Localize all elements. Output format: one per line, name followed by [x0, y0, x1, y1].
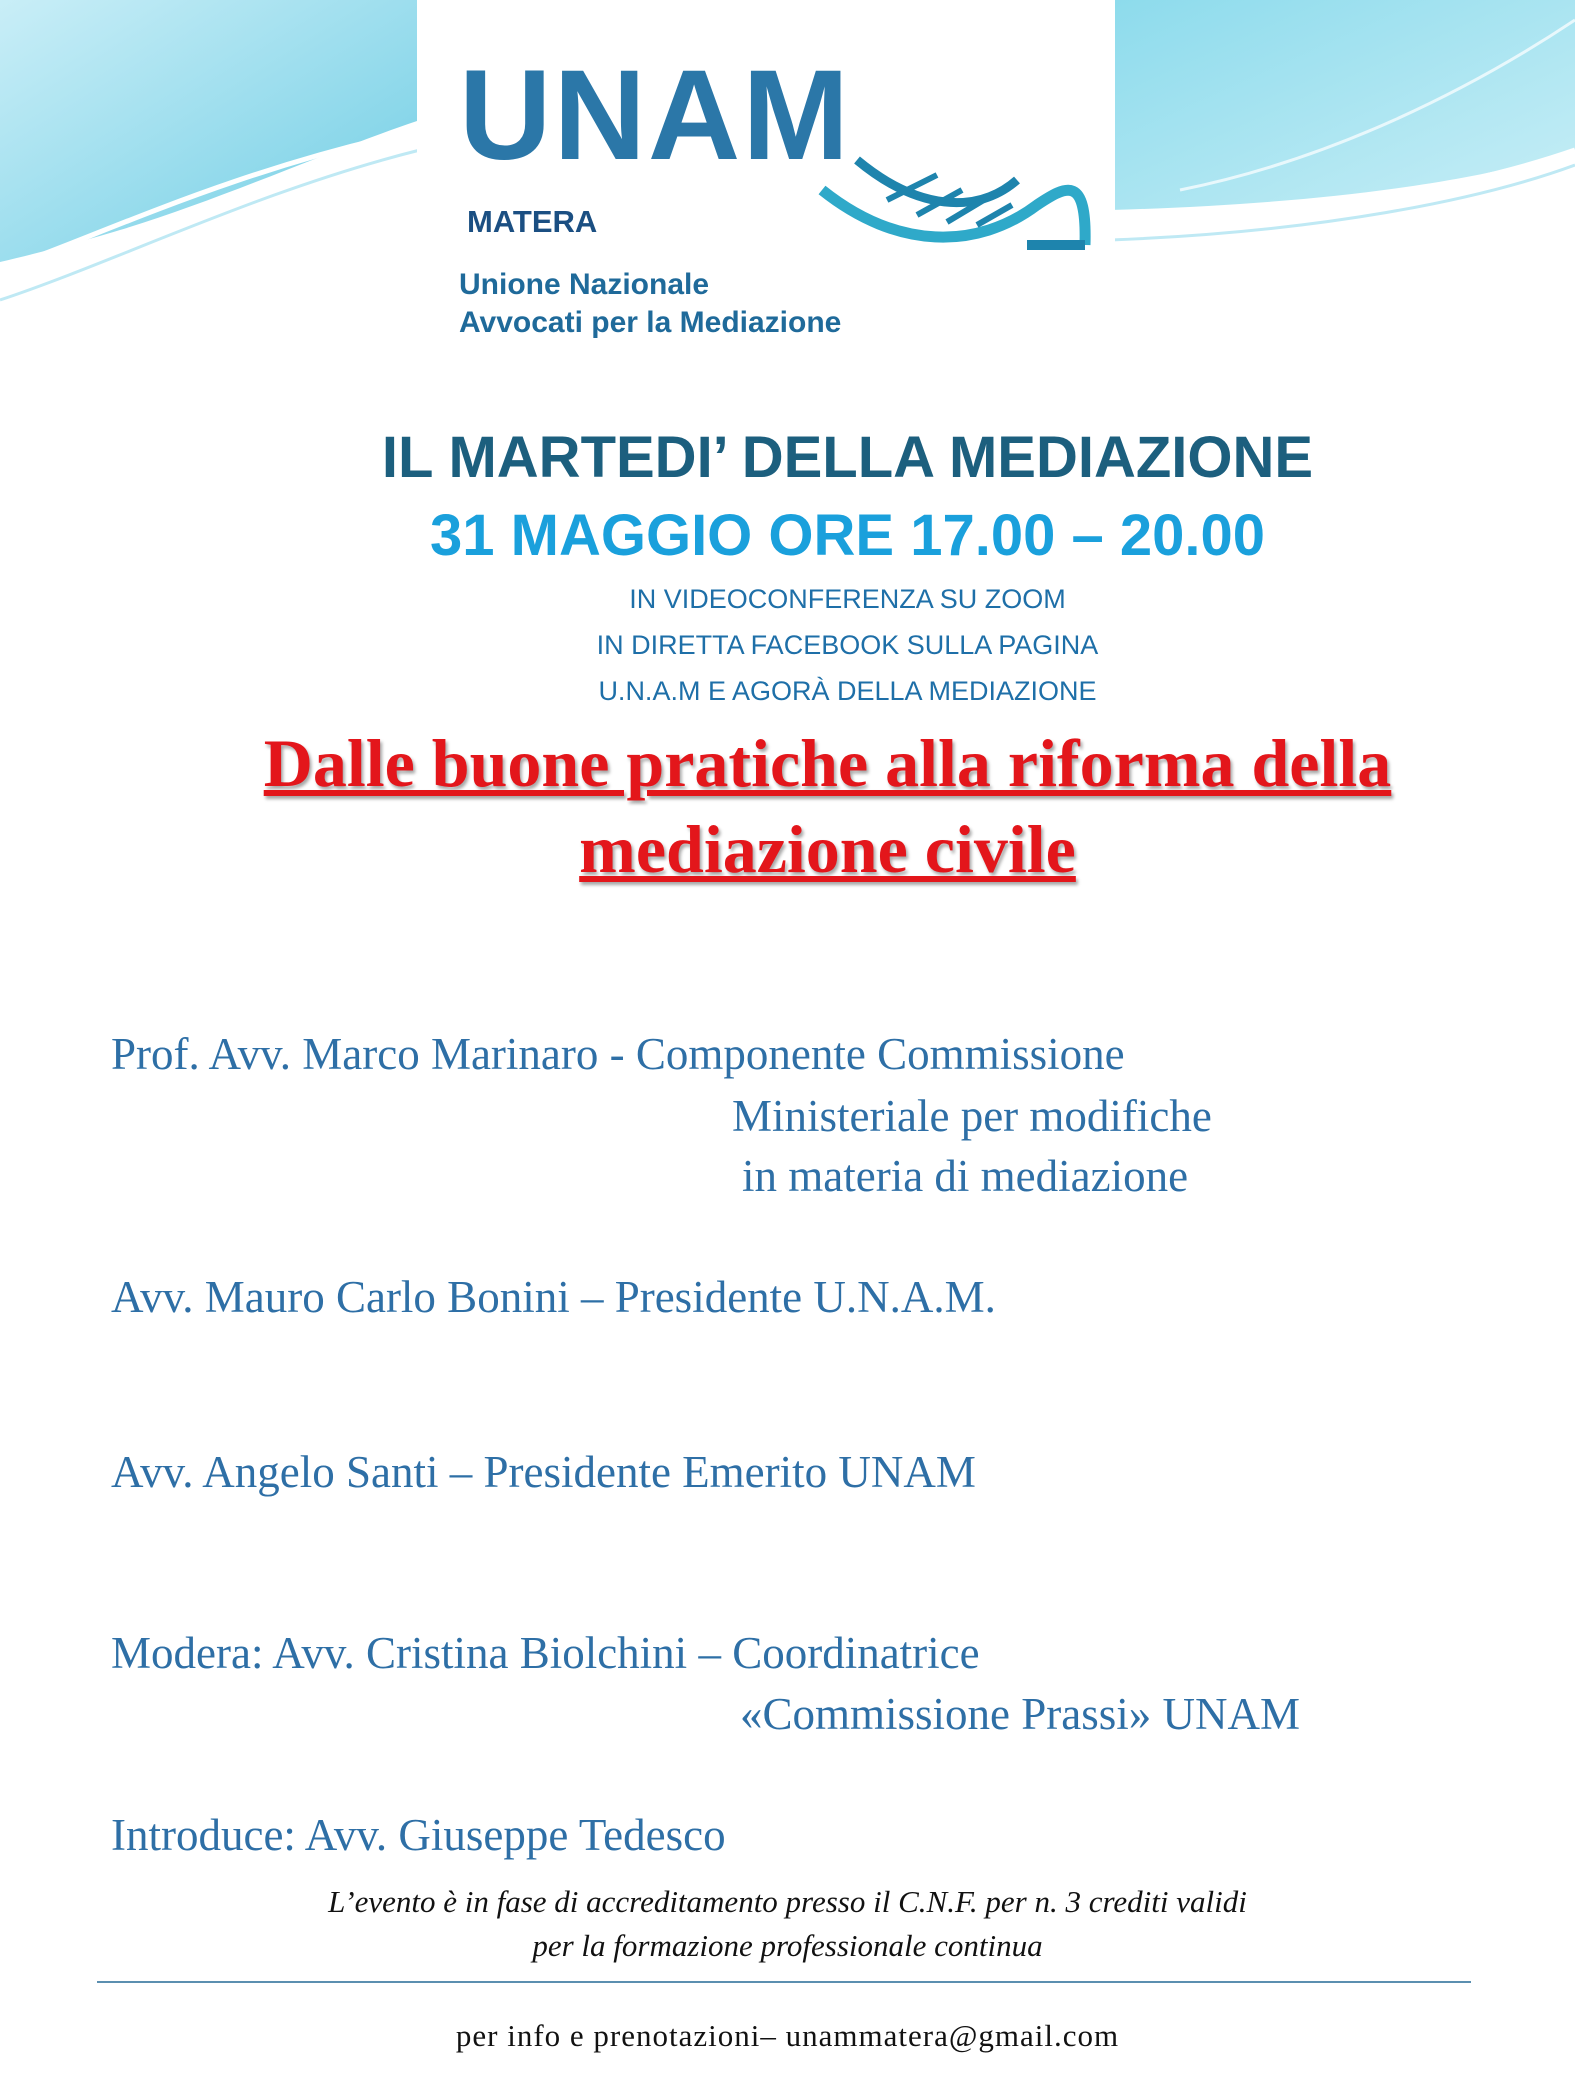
- speaker-bonini: Avv. Mauro Carlo Bonini – Presidente U.N.A.M.: [111, 1272, 996, 1322]
- event-headline: [40, 720, 1575, 892]
- headline-line2: mediazione civile: [579, 811, 1076, 887]
- speaker-marinaro-line3: in materia di mediazione: [742, 1151, 1189, 1201]
- speaker-marinaro-line2: Ministeriale per modifiche: [732, 1091, 1212, 1141]
- unam-logo: [417, 0, 1115, 357]
- moderator-line2: «Commissione Prassi» UNAM: [740, 1689, 1301, 1739]
- accreditation-note-line2: per la formazione professionale continua: [532, 1928, 1043, 1963]
- event-format-line3: U.N.A.M E AGORÀ DELLA MEDIAZIONE: [598, 676, 1097, 706]
- footer-divider: [97, 1981, 1471, 1983]
- footer-contact: per info e prenotazioni– unammatera@gmail.com: [455, 2018, 1120, 2053]
- speaker-marinaro-line1: Prof. Avv. Marco Marinaro - Componente Commissione: [111, 1029, 1125, 1079]
- event-title: IL MARTEDI’ DELLA MEDIAZIONE: [381, 425, 1314, 490]
- event-format-line1: IN VIDEOCONFERENZA SU ZOOM: [629, 584, 1066, 614]
- logo-city: MATERA: [467, 204, 598, 239]
- accreditation-note-line1: L’evento è in fase di accreditamento presso il C.N.F. per n. 3 crediti validi: [328, 1884, 1247, 1919]
- logo-wordmark: UNAM: [459, 44, 851, 187]
- event-format-line2: IN DIRETTA FACEBOOK SULLA PAGINA: [596, 630, 1099, 660]
- logo-subtitle-line2: Avvocati per la Mediazione: [459, 306, 842, 339]
- moderator-line1: Modera: Avv. Cristina Biolchini – Coordinatrice: [111, 1628, 980, 1678]
- introducer: Introduce: Avv. Giuseppe Tedesco: [111, 1810, 726, 1860]
- event-date-time: 31 MAGGIO ORE 17.00 – 20.00: [430, 503, 1265, 568]
- headline-line1: Dalle buone pratiche alla riforma della: [263, 725, 1392, 801]
- speaker-santi: Avv. Angelo Santi – Presidente Emerito UNAM: [111, 1447, 976, 1497]
- logo-subtitle-line1: Unione Nazionale: [459, 268, 710, 301]
